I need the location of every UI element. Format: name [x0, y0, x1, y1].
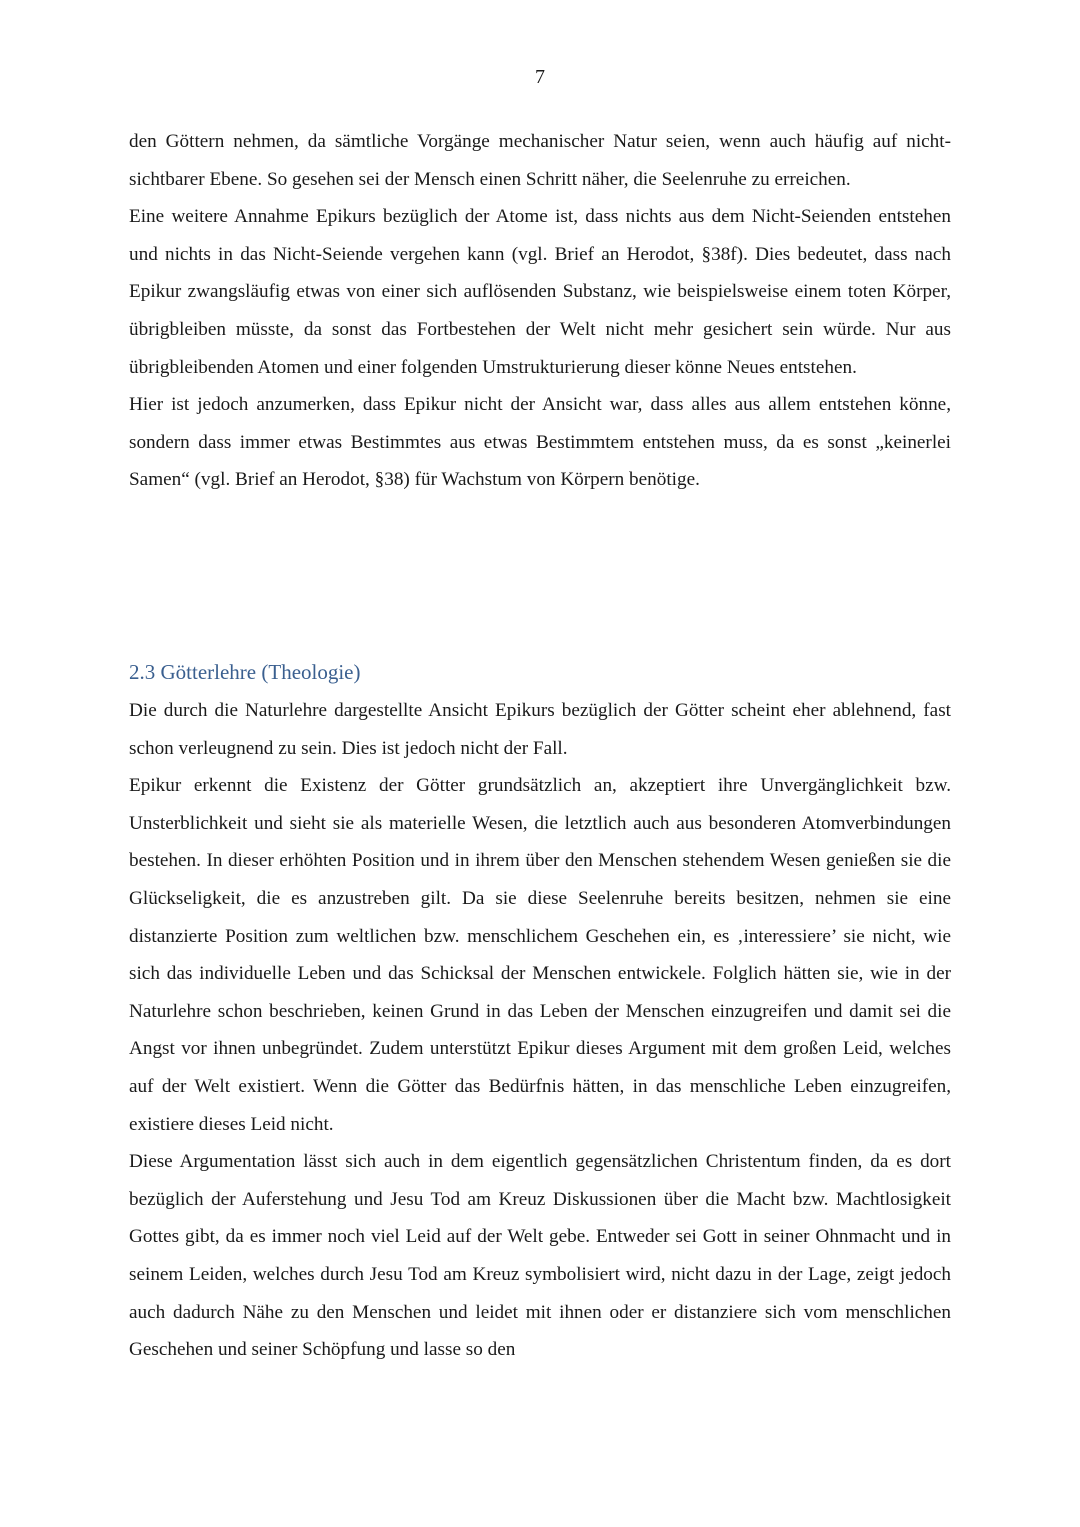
paragraph: den Göttern nehmen, da sämtliche Vorgänge mechanischer Natur seien, wenn auch häufig auf nicht-sichtbarer Ebene. So gesehen sei der Mensch einen Schritt näher, die Seelenruhe zu erreichen. [129, 131, 951, 190]
section-goetterlehre [129, 652, 951, 1369]
paragraph: Epikur erkennt die Existenz der Götter grundsätzlich an, akzeptiert ihre Unvergänglichkeit bzw. Unsterblichkeit und sieht sie als materielle Wesen, die letztlich auch aus besonderen Atomverbindungen bestehen. In dieser erhöhten Position und in ihrem über den Menschen stehendem Wesen genießen sie die Glückseligkeit, die es anzustreben gilt. Da sie diese Seelenruhe bereits besitzen, nehmen sie eine distanzierte Position zum weltlichen bzw. menschlichem Geschehen ein, es ‚interessiere’ sie nicht, wie sich das individuelle Leben und das Schicksal der Menschen entwickele. Folglich hätten sie, wie in der Naturlehre schon beschrieben, keinen Grund in das Leben der Menschen einzugreifen und damit sei die Angst vor ihnen unbegründet. Zudem unterstützt Epikur dieses Argument mit dem großen Leid, welches auf der Welt existiert. Wenn die Götter das Bedürfnis hätten, in das menschliche Leben einzugreifen, existiere dieses Leid nicht. [129, 775, 951, 1135]
paragraph: Hier ist jedoch anzumerken, dass Epikur nicht der Ansicht war, dass alles aus allem entstehen könne, sondern dass immer etwas Bestimmtes aus etwas Bestimmtem entstehen muss, da es sonst „keinerlei Samen“ (vgl. Brief an Herodot, §38) für Wachstum von Körpern benötige. [129, 394, 951, 491]
body-text-section-a [129, 123, 951, 499]
paragraph: Eine weitere Annahme Epikurs bezüglich der Atome ist, dass nichts aus dem Nicht-Seienden entstehen und nichts in das Nicht-Seiende vergehen kann (vgl. Brief an Herodot, §38f). Dies bedeutet, dass nach Epikur zwangsläufig etwas von einer sich auflösenden Substanz, wie beispielsweise einem toten Körper, übrigbleiben müsste, da sonst das Fortbestehen der Welt nicht mehr gesichert sein würde. Nur aus übrigbleibenden Atomen und einer folgenden Umstrukturierung dieser könne Neues entstehen. [129, 206, 951, 378]
section-heading: 2.3 Götterlehre (Theologie) [129, 660, 361, 684]
paragraph: Diese Argumentation lässt sich auch in dem eigentlich gegensätzlichen Christentum finden, da es dort bezüglich der Auferstehung und Jesu Tod am Kreuz Diskussionen über die Macht bzw. Machtlosigkeit Gottes gibt, da es immer noch viel Leid auf der Welt gebe. Entweder sei Gott in seiner Ohnmacht und in seinem Leiden, welches durch Jesu Tod am Kreuz symbolisiert wird, nicht dazu in der Lage, zeigt jedoch auch dadurch Nähe zu den Menschen und leidet mit ihnen oder er distanziere sich vom menschlichen Geschehen und seiner Schöpfung und lasse so den [129, 1151, 951, 1361]
paragraph: Die durch die Naturlehre dargestellte Ansicht Epikurs bezüglich der Götter scheint eher ablehnend, fast schon verleugnend zu sein. Dies ist jedoch nicht der Fall. [129, 700, 951, 759]
page-number: 7 [535, 66, 545, 88]
